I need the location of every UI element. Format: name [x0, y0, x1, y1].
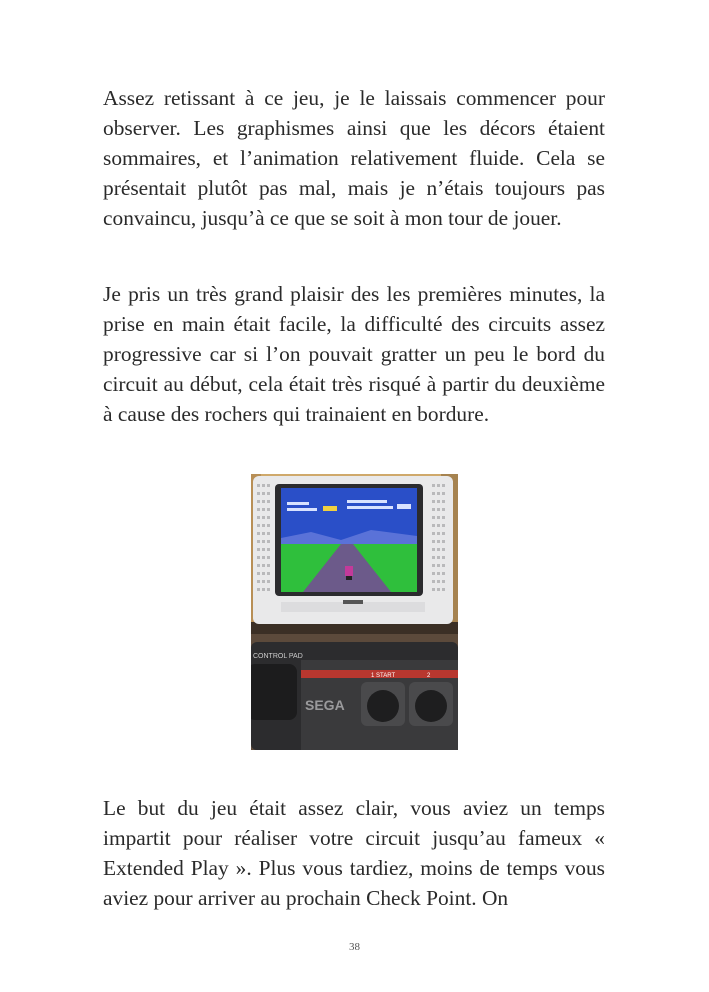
tv-brand-badge — [343, 600, 363, 604]
controller-button-2-label: 2 — [427, 673, 431, 679]
paragraph-2: Je pris un très grand plaisir des les premières minutes, la prise en main était facile, la difficulté des circuits assez progressive car si l’on pouvait gratter un peu le bord du circuit au début, cela était très risqué à partir du deuxième à cause des rochers qui trainaient en bordure. — [103, 282, 605, 426]
paragraph-1: Assez retissant à ce jeu, je le laissais commencer pour observer. Les graphismes ainsi que les décors étaient sommaires, et l’animation relativement fluide. Cela se présentait plutôt pas mal, mais je n’étais toujours pas convaincu, jusqu’à ce que se soit à mon tour de jouer. — [103, 86, 605, 230]
controller-brand-logo: SEGA — [305, 697, 345, 713]
screen-player-bike — [345, 566, 353, 576]
controller-button-2 — [415, 690, 447, 722]
controller-dpad — [251, 664, 297, 720]
controller-button-1 — [367, 690, 399, 722]
screen-player-wheel — [346, 576, 352, 580]
controller-pad-label: CONTROL PAD — [253, 653, 303, 660]
tv-game-photo — [251, 474, 458, 750]
page-number: 38 — [349, 941, 360, 953]
controller-button-1-label: 1 START — [371, 673, 396, 679]
paragraph-3: Le but du jeu était assez clair, vous aviez un temps impartit pour réaliser votre circuit jusqu’au fameux « Extended Play ». Plus vous tardiez, moins de temps vous aviez pour arriver au prochain Check Point. On — [103, 796, 605, 910]
